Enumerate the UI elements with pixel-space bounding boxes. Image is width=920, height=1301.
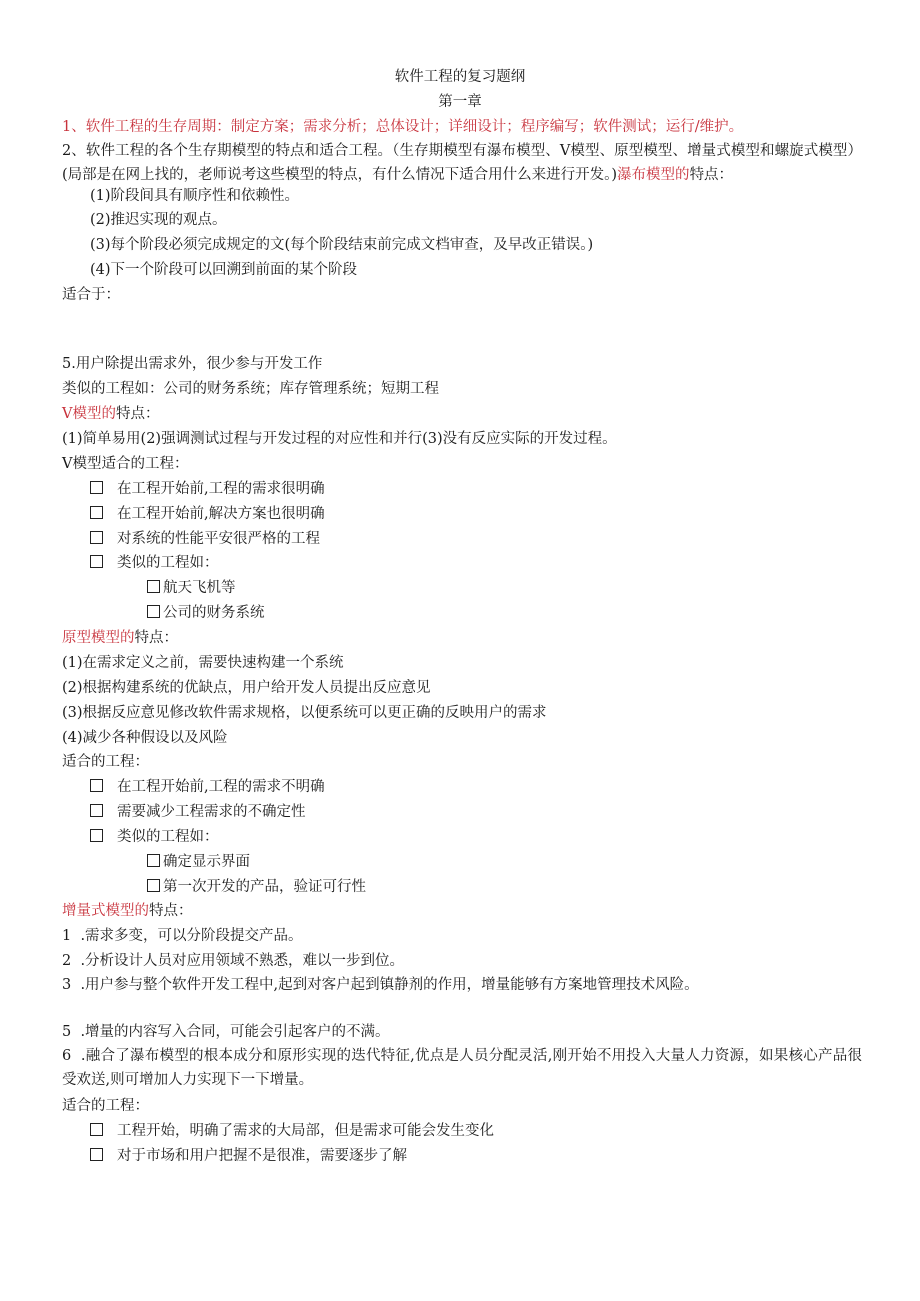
incremental-feature-1: 1 .需求多变，可以分阶段提交产品。	[62, 928, 303, 944]
prototype-sub-1	[147, 851, 250, 873]
v-model-heading	[62, 403, 159, 425]
v-model-suitable-label: V模型适合的工程：	[62, 456, 189, 472]
checkbox-icon	[90, 555, 103, 568]
prototype-bullet-1-text: 在工程开始前,工程的需求不明确	[117, 779, 325, 795]
checkbox-icon	[147, 605, 160, 618]
v-model-sub-2	[147, 602, 265, 624]
incremental-bullet-1-text: 工程开始，明确了需求的大局部，但是需求可能会发生变化	[117, 1123, 494, 1139]
checkbox-icon	[147, 580, 160, 593]
v-model-heading-red: V模型的	[62, 406, 116, 422]
waterfall-feature-1: (1)阶段间具有顺序性和依赖性。	[90, 188, 300, 204]
waterfall-feature-3: (3)每个阶段必须完成规定的文(每个阶段结束前完成文档审查，及早改正错误。)	[90, 237, 594, 253]
prototype-feature-4: (4)减少各种假设以及风险	[62, 730, 228, 746]
waterfall-heading: 特点：	[689, 167, 734, 183]
checkbox-icon	[147, 854, 160, 867]
prototype-feature-1: (1)在需求定义之前，需要快速构建一个系统	[62, 655, 344, 671]
checkbox-icon	[90, 481, 103, 494]
checkbox-icon	[90, 1123, 103, 1136]
prototype-sub-1-text: 确定显示界面	[163, 854, 250, 870]
prototype-feature-3: (3)根据反应意见修改软件需求规格，以便系统可以更正确的反映用户的需求	[62, 705, 547, 721]
v-model-bullet-4-text: 类似的工程如：	[117, 555, 219, 571]
prototype-sub-2	[147, 876, 366, 898]
checkbox-icon	[90, 779, 103, 792]
incremental-bullet-2	[90, 1145, 407, 1167]
chapter-heading: 第一章	[438, 94, 482, 110]
v-model-bullet-2	[90, 503, 325, 525]
waterfall-suitable-label: 适合于：	[62, 287, 120, 303]
prototype-sub-2-text: 第一次开发的产品，验证可行性	[163, 879, 366, 895]
v-model-bullet-2-text: 在工程开始前,解决方案也很明确	[117, 506, 325, 522]
prototype-heading-text: 特点：	[134, 630, 178, 646]
waterfall-example: 类似的工程如：公司的财务系统；库存管理系统；短期工程	[62, 381, 439, 397]
incremental-suitable-label: 适合的工程：	[62, 1098, 149, 1114]
v-model-heading-text: 特点：	[115, 406, 160, 422]
incremental-bullet-1	[90, 1120, 494, 1142]
waterfall-heading-red: 瀑布模型的	[617, 167, 690, 183]
checkbox-icon	[90, 506, 103, 519]
prototype-bullet-3-text: 类似的工程如：	[117, 829, 219, 845]
lifecycle-line: 1、软件工程的生存周期：制定方案；需求分析；总体设计；详细设计；程序编写；软件测试；运行/维护。	[62, 119, 744, 135]
models-intro-text: 2、软件工程的各个生存期模型的特点和适合工程。（生存期模型有瀑布模型、V模型、原型模型、增量式模型和螺旋式模型）(局部是在网上找的，老师说考这些模型的特点，有什么情况下适合用什么来进行开发。)	[62, 143, 862, 183]
incremental-heading	[62, 900, 193, 922]
incremental-feature-6: 6 .融合了瀑布模型的根本成分和原形实现的迭代特征,优点是人员分配灵活,刚开始不用投入大量人力资源，如果核心产品很受欢送,则可增加人力实现下一下增量。	[62, 1048, 862, 1088]
prototype-heading	[62, 627, 178, 649]
prototype-bullet-2-text: 需要减少工程需求的不确定性	[117, 804, 306, 820]
checkbox-icon	[90, 804, 103, 817]
document-title: 软件工程的复习题纲	[394, 69, 526, 85]
v-model-sub-2-text: 公司的财务系统	[163, 605, 265, 621]
checkbox-icon	[90, 829, 103, 842]
incremental-bullet-2-text: 对于市场和用户把握不是很准，需要逐步了解	[117, 1148, 407, 1164]
v-model-features: (1)简单易用(2)强调测试过程与开发过程的对应性和并行(3)没有反应实际的开发过程。	[62, 431, 617, 447]
models-intro-paragraph	[62, 139, 862, 187]
checkbox-icon	[90, 531, 103, 544]
v-model-bullet-1	[90, 478, 325, 500]
incremental-heading-text: 特点：	[149, 903, 193, 919]
incremental-feature-3: 3 .用户参与整个软件开发工程中,起到对客户起到镇静剂的作用，增量能够有方案地管理技术风险。	[62, 977, 699, 993]
v-model-bullet-3	[90, 528, 320, 550]
waterfall-feature-5: 5.用户除提出需求外，很少参与开发工作	[62, 356, 323, 372]
waterfall-feature-2: (2)推迟实现的观点。	[90, 212, 227, 228]
incremental-heading-red: 增量式模型的	[62, 903, 149, 919]
prototype-bullet-2	[90, 801, 306, 823]
v-model-bullet-1-text: 在工程开始前,工程的需求很明确	[117, 481, 325, 497]
prototype-heading-red: 原型模型的	[62, 630, 135, 646]
prototype-suitable-label: 适合的工程：	[62, 754, 149, 770]
waterfall-feature-4: (4)下一个阶段可以回溯到前面的某个阶段	[90, 262, 358, 278]
incremental-feature-2: 2 .分析设计人员对应用领域不熟悉，难以一步到位。	[62, 953, 405, 969]
prototype-bullet-1	[90, 776, 325, 798]
prototype-bullet-3	[90, 826, 219, 848]
v-model-sub-1-text: 航天飞机等	[163, 580, 236, 596]
checkbox-icon	[90, 1148, 103, 1161]
incremental-feature-5: 5 .增量的内容写入合同，可能会引起客户的不满。	[62, 1024, 390, 1040]
v-model-bullet-4	[90, 552, 219, 574]
v-model-sub-1	[147, 577, 236, 599]
checkbox-icon	[147, 879, 160, 892]
prototype-feature-2: (2)根据构建系统的优缺点，用户给开发人员提出反应意见	[62, 680, 431, 696]
v-model-bullet-3-text: 对系统的性能平安很严格的工程	[117, 531, 320, 547]
